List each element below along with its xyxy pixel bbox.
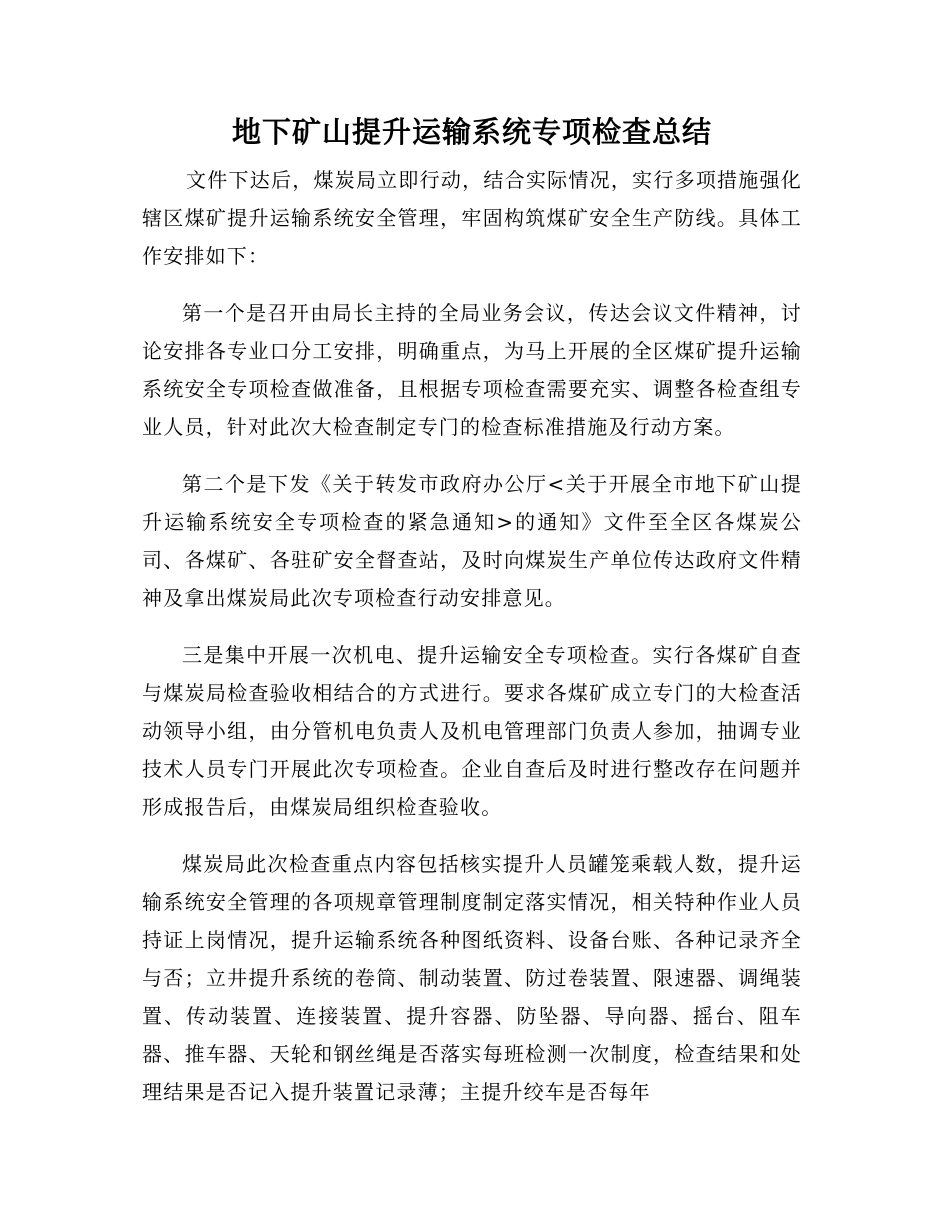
document-title: 地下矿山提升运输系统专项检查总结 bbox=[231, 115, 712, 149]
paragraph-first-measure: 第一个是召开由局长主持的全局业务会议，传达会议文件精神，讨论安排各专业口分工安排，明确重点，为马上开展的全区煤矿提升运输系统安全专项检查做准备，且根据专项检查需要充实、调整各检查组专业人员，针对此次大检查制定专门的检查标准措施及行动方案。 bbox=[142, 301, 802, 439]
paragraph-second-measure: 第二个是下发《关于转发市政府办公厅<关于开展全市地下矿山提升运输系统安全专项检查的紧急通知>的通知》文件至全区各煤炭公司、各煤矿、各驻矿安全督查站，及时向煤炭生产单位传达政府文件精神及拿出煤炭局此次专项检查行动安排意见。 bbox=[142, 472, 802, 610]
paragraph-intro: 文件下达后，煤炭局立即行动，结合实际情况，实行多项措施强化辖区煤矿提升运输系统安全管理，牢固构筑煤矿安全生产防线。具体工作安排如下： bbox=[142, 168, 802, 268]
paragraph-third-measure: 三是集中开展一次机电、提升运输安全专项检查。实行各煤矿自查与煤炭局检查验收相结合的方式进行。要求各煤矿成立专门的大检查活动领导小组，由分管机电负责人及机电管理部门负责人参加，抽调专业技术人员专门开展此次专项检查。企业自查后及时进行整改存在问题并形成报告后，由煤炭局组织检查验收。 bbox=[142, 643, 802, 819]
paragraph-inspection-focus: 煤炭局此次检查重点内容包括核实提升人员罐笼乘载人数，提升运输系统安全管理的各项规章管理制度制定落实情况，相关特种作业人员持证上岗情况，提升运输系统各种图纸资料、设备台账、各种记录齐全与否；立井提升系统的卷筒、制动装置、防过卷装置、限速器、调绳装置、传动装置、连接装置、提升容器、防坠器、导向器、摇台、阻车器、推车器、天轮和钢丝绳是否落实每班检测一次制度，检查结果和处理结果是否记入提升装置记录薄；主提升绞车是否每年 bbox=[142, 852, 802, 1104]
